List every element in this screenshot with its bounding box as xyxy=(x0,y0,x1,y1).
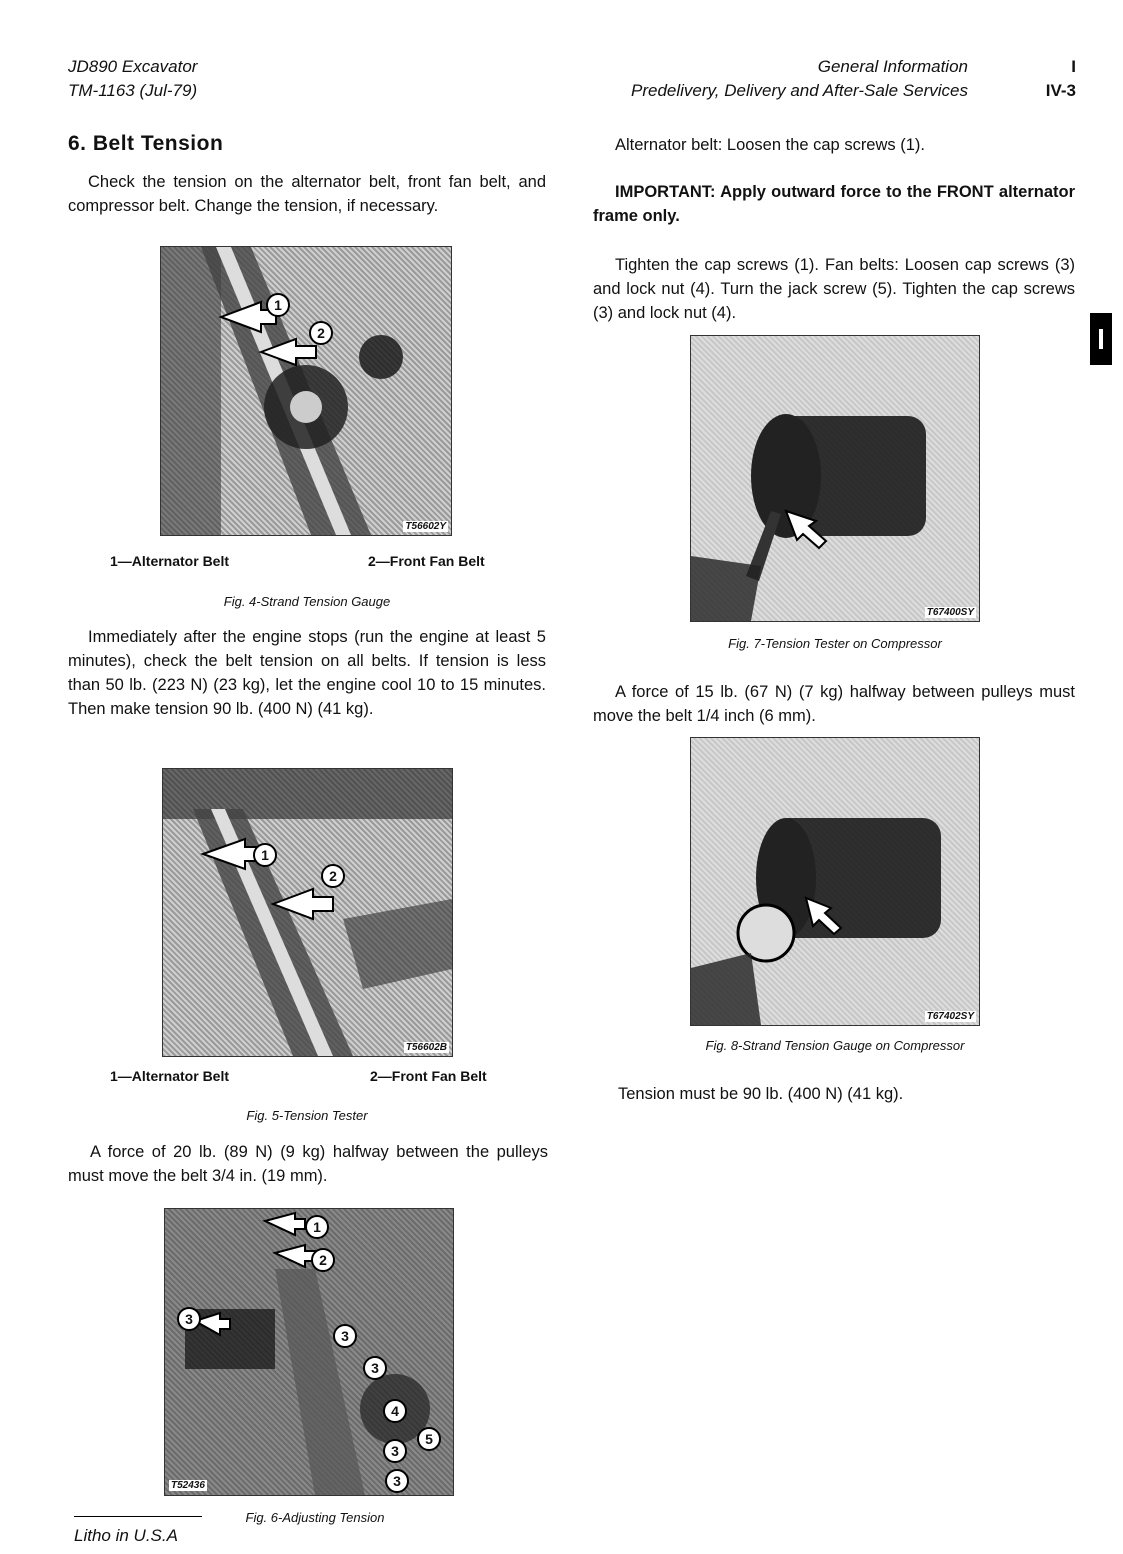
fig8-illustration xyxy=(691,738,979,1025)
fig7-code: T67400SY xyxy=(926,607,974,618)
fig5-caption: Fig. 5-Tension Tester xyxy=(246,1108,368,1123)
fig5-callout-2: 2 xyxy=(321,864,345,888)
fig6-caption: Fig. 6-Adjusting Tension xyxy=(245,1510,385,1525)
fig4-legend-2: 2—Front Fan Belt xyxy=(368,553,485,569)
intro-paragraph: Check the tension on the alternator belt, front fan belt, and compressor belt. Change the tension, if necessary. xyxy=(68,173,546,215)
page-number: IV-3 xyxy=(1045,81,1076,100)
section-title: Predelivery, Delivery and After-Sale Services xyxy=(631,81,968,100)
fig6-callout-1: 1 xyxy=(305,1215,329,1239)
paragraph-alternator: Alternator belt: Loosen the cap screws (1). xyxy=(615,136,925,154)
fig6-callout-3a: 3 xyxy=(177,1307,201,1331)
section-heading: 6. Belt Tension xyxy=(68,132,224,155)
chapter-title: General Information xyxy=(817,57,968,76)
paragraph-force-15: A force of 15 lb. (67 N) (7 kg) halfway between pulleys must move the belt 1/4 inch (6 mm). xyxy=(593,683,1075,725)
fig6-callout-2: 2 xyxy=(311,1248,335,1272)
fig5-legend-2: 2—Front Fan Belt xyxy=(370,1068,487,1084)
paragraph-force-20: A force of 20 lb. (89 N) (9 kg) halfway between the pulleys must move the belt 3/4 in. (19 mm). xyxy=(68,1143,548,1185)
fig6-callout-5: 5 xyxy=(417,1427,441,1451)
fig8-caption: Fig. 8-Strand Tension Gauge on Compressor xyxy=(705,1038,965,1053)
fig8-photo xyxy=(690,737,980,1026)
paragraph-tension-90: Tension must be 90 lb. (400 N) (41 kg). xyxy=(618,1085,904,1103)
fig5-code: T56602B xyxy=(405,1042,447,1053)
important-note: IMPORTANT: Apply outward force to the FRONT alternator frame only. xyxy=(593,183,1075,225)
fig4-code: T56602Y xyxy=(405,521,446,532)
fig6-code: T52436 xyxy=(171,1480,205,1491)
fig4-photo xyxy=(160,246,452,536)
fig7-caption: Fig. 7-Tension Tester on Compressor xyxy=(728,636,942,651)
fig6-callout-3b: 3 xyxy=(333,1324,357,1348)
section-number: I xyxy=(1071,57,1076,76)
section-tab xyxy=(1090,313,1112,365)
fig7-photo xyxy=(690,335,980,622)
fig4-illustration xyxy=(161,247,451,535)
fig6-callout-3d: 3 xyxy=(383,1439,407,1463)
fig8-code: T67402SY xyxy=(926,1011,974,1022)
fig5-legend-1: 1—Alternator Belt xyxy=(110,1068,230,1084)
fig6-callout-4: 4 xyxy=(383,1399,407,1423)
fig4-caption: Fig. 4-Strand Tension Gauge xyxy=(223,594,391,609)
footer-litho: Litho in U.S.A xyxy=(74,1526,178,1545)
fig5-callout-1: 1 xyxy=(253,843,277,867)
footer-rule xyxy=(74,1516,202,1517)
fig6-illustration xyxy=(165,1209,453,1495)
doc-number-date: TM-1163 (Jul-79) xyxy=(68,81,198,100)
fig4-callout-2: 2 xyxy=(309,321,333,345)
fig6-callout-3c: 3 xyxy=(363,1356,387,1380)
fig4-callout-1: 1 xyxy=(266,293,290,317)
fig5-illustration xyxy=(163,769,452,1056)
fig7-illustration xyxy=(691,336,979,621)
fig5-photo xyxy=(162,768,453,1057)
section-tab-mark xyxy=(1099,329,1103,349)
fig6-photo xyxy=(164,1208,454,1496)
fig4-legend-1: 1—Alternator Belt xyxy=(110,553,230,569)
paragraph-tighten: Tighten the cap screws (1). Fan belts: Loosen cap screws (3) and lock nut (4). Turn the jack screw (5). Tighten the cap screws (3) and lock nut (4). xyxy=(593,256,1075,322)
doc-title: JD890 Excavator xyxy=(68,57,198,76)
fig6-callout-3e: 3 xyxy=(385,1469,409,1493)
paragraph-immediately: Immediately after the engine stops (run the engine at least 5 minutes), check the belt tension on all belts. If tension is less than 50 lb. (223 N) (23 kg), let the engine cool 10 to 15 minutes. Then make tension 90 lb. (400 N) (41 kg). xyxy=(68,628,546,718)
